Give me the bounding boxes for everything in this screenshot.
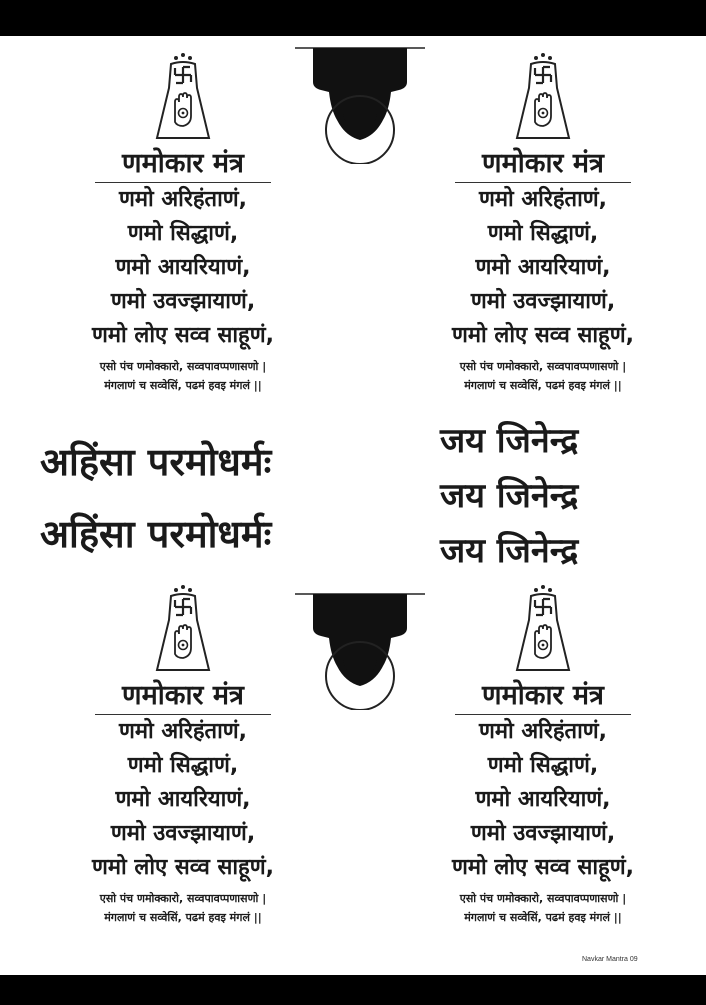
mantra-line: णमो उवज्झायाणं,	[470, 289, 616, 314]
bottom-black-band	[0, 975, 706, 1005]
mantra-line: णमो लोए सव्व साहूणं,	[92, 855, 274, 880]
footer-note: Navkar Mantra 09	[582, 956, 638, 963]
mantra-small-line: मंगलाणं च सव्वेसिं, पढमं हवइ मंगलं ||	[464, 379, 622, 392]
mantra-small-line: मंगलाणं च सव्वेसिं, पढमं हवइ मंगलं ||	[464, 911, 622, 924]
mantra-line: णमो अरिहंताणं,	[118, 187, 248, 212]
ahimsa-line: अहिंसा परमोधर्मः	[40, 512, 272, 556]
mantra-line: णमो सिद्धाणं,	[127, 221, 239, 246]
mantra-line: णमो उवज्झायाणं,	[470, 821, 616, 846]
mantra-block-bottom-left	[28, 582, 338, 927]
mantra-small-line: मंगलाणं च सव्वेसिं, पढमं हवइ मंगलं ||	[104, 911, 262, 924]
mantra-line: णमो उवज्झायाणं,	[110, 289, 256, 314]
mantra-line: णमो आयरियाणं,	[475, 255, 611, 280]
mantra-small-line: एसो पंच णमोक्कारो, सव्वपावप्पणासणो |	[459, 360, 627, 373]
ahimsa-line: अहिंसा परमोधर्मः	[40, 440, 272, 484]
jain-symbol-icon	[511, 582, 575, 674]
mantra-small-line: एसो पंच णमोक्कारो, सव्वपावप्पणासणो |	[459, 892, 627, 905]
jay-jinendra-line: जय जिनेन्द्र	[440, 476, 579, 516]
mantra-line: णमो अरिहंताणं,	[478, 187, 608, 212]
mantra-block-top-right	[388, 50, 698, 395]
tirthankara-silhouette-icon	[295, 44, 425, 164]
mantra-line: णमो अरिहंताणं,	[118, 719, 248, 744]
mantra-line: णमो आयरियाणं,	[115, 787, 251, 812]
jain-symbol-icon	[151, 50, 215, 142]
mantra-small-line: एसो पंच णमोक्कारो, सव्वपावप्पणासणो |	[99, 360, 267, 373]
mantra-title: णमोकार मंत्र	[482, 680, 604, 711]
mantra-small-line: एसो पंच णमोक्कारो, सव्वपावप्पणासणो |	[99, 892, 267, 905]
mantra-line: णमो आयरियाणं,	[115, 255, 251, 280]
mantra-line: णमो सिद्धाणं,	[487, 753, 599, 778]
mantra-line: णमो लोए सव्व साहूणं,	[452, 323, 634, 348]
mantra-line: णमो लोए सव्व साहूणं,	[452, 855, 634, 880]
mantra-line: णमो आयरियाणं,	[475, 787, 611, 812]
mantra-title: णमोकार मंत्र	[482, 148, 604, 179]
mantra-line: णमो सिद्धाणं,	[127, 753, 239, 778]
mantra-title: णमोकार मंत्र	[122, 148, 244, 179]
mantra-small-line: मंगलाणं च सव्वेसिं, पढमं हवइ मंगलं ||	[104, 379, 262, 392]
mantra-line: णमो उवज्झायाणं,	[110, 821, 256, 846]
mantra-line: णमो लोए सव्व साहूणं,	[92, 323, 274, 348]
mantra-line: णमो सिद्धाणं,	[487, 221, 599, 246]
mantra-title: णमोकार मंत्र	[122, 680, 244, 711]
jain-symbol-icon	[511, 50, 575, 142]
top-black-band	[0, 0, 706, 36]
jay-jinendra-line: जय जिनेन्द्र	[440, 421, 579, 461]
mantra-line: णमो अरिहंताणं,	[478, 719, 608, 744]
jay-jinendra-line: जय जिनेन्द्र	[440, 531, 579, 571]
mantra-block-bottom-right	[388, 582, 698, 927]
mantra-block-top-left	[28, 50, 338, 395]
jain-symbol-icon	[151, 582, 215, 674]
